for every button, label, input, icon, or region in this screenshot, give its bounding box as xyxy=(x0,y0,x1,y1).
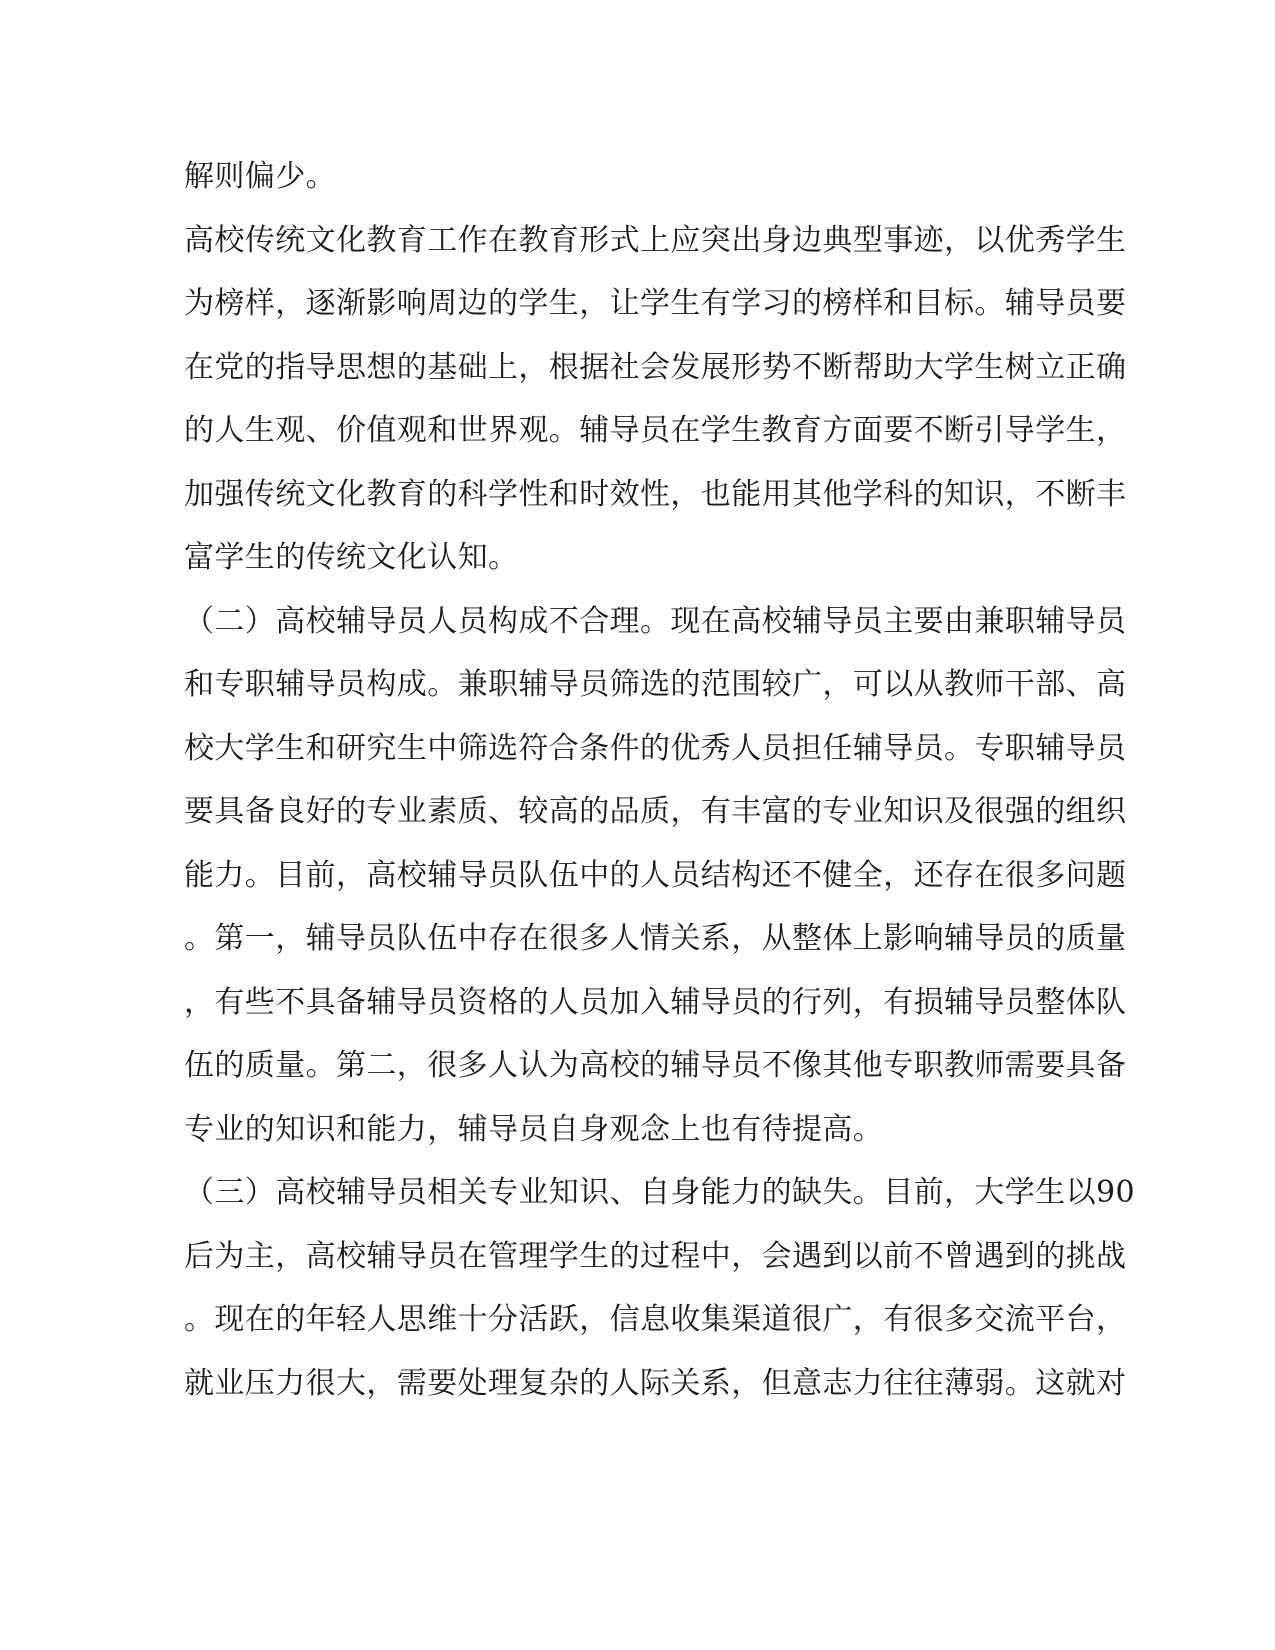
text-line: （三）高校辅导员相关专业知识、自身能力的缺失。目前，大学生以90 xyxy=(184,1175,1135,1210)
text-line: 校大学生和研究生中筛选符合条件的优秀人员担任辅导员。专职辅导员 xyxy=(184,730,1127,766)
text-line: 能力。目前，高校辅导员队伍中的人员结构还不健全，还存在很多问题 xyxy=(184,857,1127,893)
text-line: 加强传统文化教育的科学性和时效性，也能用其他学科的知识，不断丰 xyxy=(184,476,1127,512)
text-line: 高校传统文化教育工作在教育形式上应突出身边典型事迹，以优秀学生 xyxy=(184,222,1127,258)
text-line: 伍的质量。第二，很多人认为高校的辅导员不像其他专职教师需要具备 xyxy=(184,1048,1127,1083)
text-line: 要具备良好的专业素质、较高的品质，有丰富的专业知识及很强的组织 xyxy=(184,794,1127,829)
text-line: 富学生的传统文化认知。 xyxy=(184,540,519,575)
text-line: 专业的知识和能力，辅导员自身观念上也有待提高。 xyxy=(184,1111,884,1147)
text-line: 和专职辅导员构成。兼职辅导员筛选的范围较广，可以从教师干部、高 xyxy=(184,667,1127,702)
text-line: 解则偏少。 xyxy=(184,159,336,194)
text-line: 的人生观、价值观和世界观。辅导员在学生教育方面要不断引导学生， xyxy=(184,413,1127,448)
body-text xyxy=(184,158,1135,1428)
text-line: 。现在的年轻人思维十分活跃，信息收集渠道很广，有很多交流平台， xyxy=(184,1302,1127,1337)
text-line: 为榜样，逐渐影响周边的学生，让学生有学习的榜样和目标。辅导员要 xyxy=(184,286,1127,321)
text-line: （二）高校辅导员人员构成不合理。现在高校辅导员主要由兼职辅导员 xyxy=(184,603,1127,639)
text-line: 后为主，高校辅导员在管理学生的过程中，会遇到以前不曾遇到的挑战 xyxy=(184,1238,1127,1274)
text-line: 在党的指导思想的基础上，根据社会发展形势不断帮助大学生树立正确 xyxy=(184,349,1127,385)
text-line: 就业压力很大，需要处理复杂的人际关系，但意志力往往薄弱。这就对 xyxy=(184,1365,1127,1401)
text-line: ，有些不具备辅导员资格的人员加入辅导员的行列，有损辅导员整体队 xyxy=(184,984,1127,1020)
text-line: 。第一，辅导员队伍中存在很多人情关系，从整体上影响辅导员的质量 xyxy=(184,921,1127,956)
